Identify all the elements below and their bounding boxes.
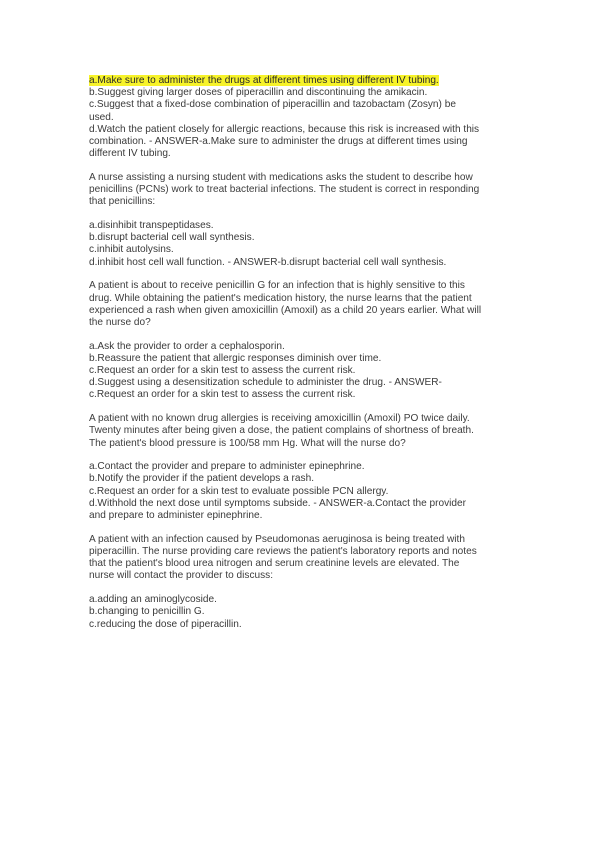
- option-line: d.inhibit host cell wall function. - ANSWER-b.disrupt bacterial cell wall synthesis.: [89, 256, 447, 268]
- option-line: d.Suggest using a desensitization schedule to administer the drug. - ANSWER-: [89, 377, 442, 389]
- highlighted-text: a.Make sure to administer the drugs at different times using different IV tubing.: [89, 75, 439, 86]
- option-line: a.adding an aminoglycoside.: [89, 594, 217, 606]
- option-line: c.inhibit autolysins.: [89, 244, 174, 256]
- question-line: A nurse assisting a nursing student with medications asks the student to describe how: [89, 171, 473, 183]
- option-line: d.Watch the patient closely for allergic reactions, because this risk is increased with this: [89, 123, 480, 135]
- question-text: [89, 280, 509, 329]
- option-line: a.Contact the provider and prepare to administer epinephrine.: [89, 461, 365, 473]
- question-line: The patient's blood pressure is 100/58 mm Hg. What will the nurse do?: [89, 437, 406, 449]
- question-line: drug. While obtaining the patient's medication history, the nurse learns that the patient: [89, 292, 472, 304]
- question-line: piperacillin. The nurse providing care reviews the patient's laboratory reports and notes: [89, 546, 477, 557]
- question-text: [89, 413, 509, 450]
- option-line: used.: [89, 111, 114, 123]
- answer-options: [89, 75, 509, 160]
- option-line: c.reducing the dose of piperacillin.: [89, 618, 242, 630]
- question-line: A patient with an infection caused by Pseudomonas aeruginosa is being treated with: [89, 533, 465, 545]
- answer-options: [89, 220, 509, 269]
- question-line: experienced a rash when given amoxicillin (Amoxil) as a child 20 years earlier. What will: [89, 304, 482, 316]
- option-line: d.Withhold the next dose until symptoms subside. - ANSWER-a.Contact the provider: [89, 497, 467, 509]
- option-line: b.Notify the provider if the patient develops a rash.: [89, 473, 314, 485]
- question-text: [89, 172, 509, 209]
- question-line: the nurse do?: [89, 316, 151, 328]
- option-line: combination. - ANSWER-a.Make sure to administer the drugs at different times using: [89, 136, 468, 148]
- answer-options: [89, 594, 509, 631]
- option-line: different IV tubing.: [89, 148, 171, 160]
- answer-options: [89, 461, 509, 522]
- option-line: b.changing to penicillin G.: [89, 606, 205, 618]
- option-line: a.Ask the provider to order a cephalosporin.: [89, 340, 285, 352]
- question-line: penicillins (PCNs) work to treat bacterial infections. The student is correct in responding: [89, 184, 480, 196]
- document-body: [89, 75, 509, 642]
- option-line: b.Suggest giving larger doses of piperacillin and discontinuing the amikacin.: [89, 87, 428, 99]
- question-line: that penicillins:: [89, 196, 156, 208]
- question-line: Twenty minutes after being given a dose, the patient complains of shortness of breath.: [89, 425, 474, 437]
- answer-options: [89, 341, 509, 402]
- option-line: a.disinhibit transpeptidases.: [89, 220, 214, 232]
- option-line: c.Suggest that a fixed-dose combination of piperacillin and tazobactam (Zosyn) be: [89, 99, 456, 111]
- question-text: [89, 534, 509, 583]
- option-line: c.Request an order for a skin test to assess the current risk.: [89, 365, 356, 377]
- option-line: b.disrupt bacterial cell wall synthesis.: [89, 232, 255, 244]
- question-line: A patient with no known drug allergies is receiving amoxicillin (Amoxil) PO twice daily.: [89, 413, 470, 425]
- option-line: b.Reassure the patient that allergic responses diminish over time.: [89, 352, 382, 364]
- option-line: c.Request an order for a skin test to assess the current risk.: [89, 389, 356, 401]
- option-line: [89, 75, 509, 87]
- question-line: nurse will contact the provider to discuss:: [89, 570, 274, 582]
- option-line: and prepare to administer epinephrine.: [89, 510, 263, 522]
- question-line: A patient is about to receive penicillin G for an infection that is highly sensitive to this: [89, 280, 465, 292]
- option-line: c.Request an order for a skin test to evaluate possible PCN allergy.: [89, 485, 389, 497]
- question-line: that the patient's blood urea nitrogen and serum creatinine levels are elevated. The: [89, 558, 460, 570]
